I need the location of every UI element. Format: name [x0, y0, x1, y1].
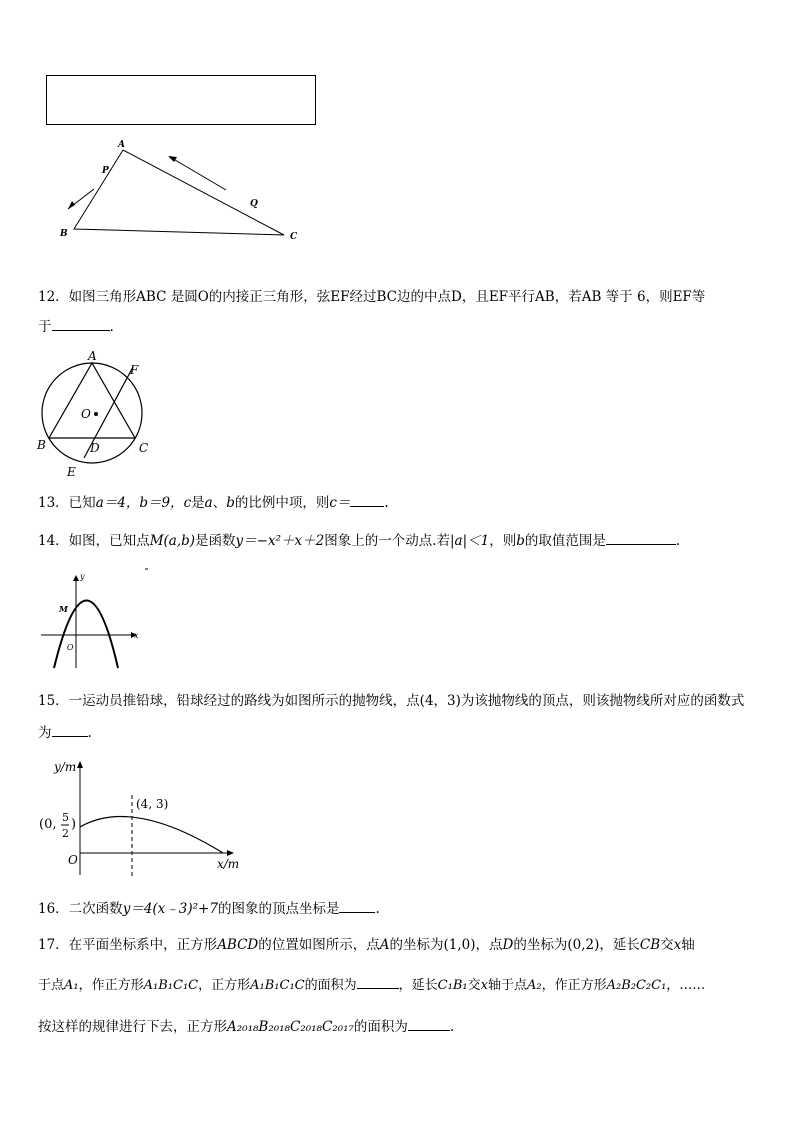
q12-text: 12．如图三角形ABC 是圆O的内接正三角形，弦EF经过BC边的中点D，且EF平行AB，若AB 等于 6，则EF等: [38, 289, 706, 305]
q17-line2: [38, 976, 705, 995]
label-x: x: [134, 631, 139, 640]
y-axis-arrow: [77, 761, 83, 768]
q17-abcd: ABCD: [217, 937, 259, 953]
q13-num: 13．已知: [38, 495, 96, 511]
q17-text: ，……: [666, 978, 706, 993]
label-e: E: [67, 465, 76, 479]
q13-a: a: [204, 495, 213, 511]
q17-text: 轴于点: [487, 978, 527, 993]
q17-text: 交: [467, 978, 481, 993]
q13-end: .: [384, 495, 389, 511]
q13-b-eq: b＝9，: [139, 495, 184, 511]
q17-point-a: A: [379, 937, 390, 953]
empty-box: [46, 75, 316, 125]
q13-c-eq: c＝: [329, 495, 351, 511]
y-axis-arrow: [73, 575, 79, 581]
arrow-along-ca: [170, 157, 226, 190]
q14-end: .: [675, 533, 681, 549]
q17-x: x: [480, 978, 488, 993]
q17-text: .: [449, 1019, 455, 1035]
label-m: M: [59, 604, 68, 614]
label-a: A: [118, 140, 125, 150]
label-p: P: [102, 166, 109, 176]
x-axis-arrow: [227, 850, 234, 856]
q15-answer-blank[interactable]: [52, 724, 88, 737]
q16-line: [38, 900, 380, 918]
q14-point: M(a,b): [149, 533, 196, 549]
label-d: D: [90, 441, 100, 455]
q12-prefix: 于: [38, 319, 52, 335]
figure-shotput-parabola: [34, 755, 249, 880]
q17-c1b1: C₁B₁: [437, 978, 468, 993]
q16-num: 16．二次函数: [38, 901, 123, 917]
label-x-axis: x/m: [217, 857, 240, 871]
q17-text: 的坐标为: [389, 937, 444, 953]
q15-text: 15．一运动员推铅球，铅球经过的路线为如图所示的抛物线，点(4，3)为该抛物线的顶点，则该抛物线所对应的函数式: [38, 693, 745, 709]
q15-line2: [38, 724, 92, 742]
q17-square1: A₁B₁C₁C: [250, 978, 305, 993]
q15-suffix: .: [87, 725, 92, 741]
q17-text: 交: [660, 937, 674, 953]
q17-x: x: [673, 937, 682, 953]
q13-a-eq: a＝4，: [95, 495, 140, 511]
q17-line3: [38, 1018, 454, 1036]
label-o: O: [81, 407, 91, 421]
q17-text: ，作正方形: [78, 978, 144, 993]
q17-text: ，作正方形: [541, 978, 607, 993]
q17-square-2018: A₂₀₁₈B₂₀₁₈C₂₀₁₈C₂₀₁₇: [227, 1019, 354, 1035]
triangle-abc: [49, 363, 135, 438]
q14-tail: 的取值范围是: [524, 533, 606, 549]
q13-sep: 、: [212, 495, 227, 511]
q17-text: ，正方形: [198, 978, 251, 993]
q14-line: [38, 532, 680, 550]
q17-text: ，点: [475, 937, 503, 953]
q13-mid: 是: [191, 495, 205, 511]
label-frac-den: 2: [62, 827, 69, 840]
q14-mid: 是函数: [195, 533, 236, 549]
label-frac-num: 5: [62, 811, 69, 824]
label-start-open: (0,: [39, 817, 57, 832]
q12-line1: [38, 288, 705, 306]
q13-line: [38, 494, 389, 512]
q17-text: 17．在平面坐标系中，正方形: [38, 937, 218, 953]
q17-coord-a: (1,0): [443, 937, 476, 953]
q17-point-d: D: [502, 937, 514, 953]
q14-num: 14．如图，已知点: [38, 533, 150, 549]
label-q: Q: [250, 199, 258, 209]
q17-text: 的面积为: [353, 1019, 408, 1035]
q17-answer-blank-2[interactable]: [408, 1018, 450, 1031]
q13-tail: 的比例中项，则: [234, 495, 330, 511]
q14-cond: |a|＜1: [450, 533, 490, 549]
q15-prefix: 为: [38, 725, 52, 741]
q17-a2: A₂: [526, 978, 542, 993]
q17-text: 于点: [38, 978, 65, 993]
q17-coord-d: (0,2): [567, 937, 600, 953]
q17-square1: A₁B₁C₁C: [143, 978, 199, 993]
q17-line1: [38, 936, 695, 954]
figure-circle-triangle: [30, 345, 160, 480]
figure-parabola-m: [38, 566, 153, 671]
q16-tail: 的图象的顶点坐标是: [217, 901, 340, 917]
q12-answer-blank[interactable]: [52, 318, 110, 331]
q14-answer-blank[interactable]: [606, 532, 676, 545]
q17-text: 轴: [681, 937, 695, 953]
q17-text: ，延长: [398, 978, 438, 993]
label-o: O: [67, 643, 74, 652]
q17-text: 按这样的规律进行下去，正方形: [38, 1019, 227, 1035]
q12-line2: [38, 318, 114, 336]
arrow-head-ab: [68, 201, 75, 209]
figure-triangle-abc: [40, 135, 320, 250]
q17-text: 的位置如图所示，点: [258, 937, 380, 953]
label-b: B: [37, 438, 46, 452]
q13-c: c: [183, 495, 192, 511]
center-dot: [94, 412, 98, 416]
q17-cb: CB: [639, 937, 661, 953]
q15-line1: [38, 692, 744, 710]
label-y-axis: y/m: [54, 760, 77, 774]
q13-answer-blank[interactable]: [350, 494, 384, 507]
label-start-close: ): [71, 817, 77, 832]
q12-suffix: .: [109, 319, 114, 335]
label-y: y: [80, 572, 85, 581]
q14-mid3: ，则: [489, 533, 517, 549]
label-c: C: [139, 441, 149, 455]
q17-square2: A₂B₂C₂C₁: [606, 978, 667, 993]
label-a: A: [88, 349, 97, 363]
q14-b: b: [516, 533, 525, 549]
label-origin: O: [68, 853, 78, 867]
q16-func: y＝4(x﹣3)²+7: [122, 901, 218, 917]
q17-text: 的面积为: [304, 978, 357, 993]
label-f: F: [130, 363, 139, 377]
q14-mid2: 图象上的一个动点.若: [324, 533, 450, 549]
label-b: B: [60, 229, 68, 239]
q16-end: .: [375, 901, 380, 917]
arrow-head-ca: [168, 156, 177, 162]
q17-answer-blank-1[interactable]: [357, 976, 399, 989]
label-c: C: [290, 232, 298, 242]
label-vertex: (4, 3): [136, 797, 169, 811]
trajectory-curve: [80, 817, 223, 853]
q17-text: ，延长: [599, 937, 640, 953]
q13-b: b: [226, 495, 235, 511]
q14-func: y＝−x²＋x＋2: [235, 533, 325, 549]
q16-answer-blank[interactable]: [339, 900, 375, 913]
q17-text: 的坐标为: [513, 937, 568, 953]
q17-a1: A₁: [64, 978, 79, 993]
